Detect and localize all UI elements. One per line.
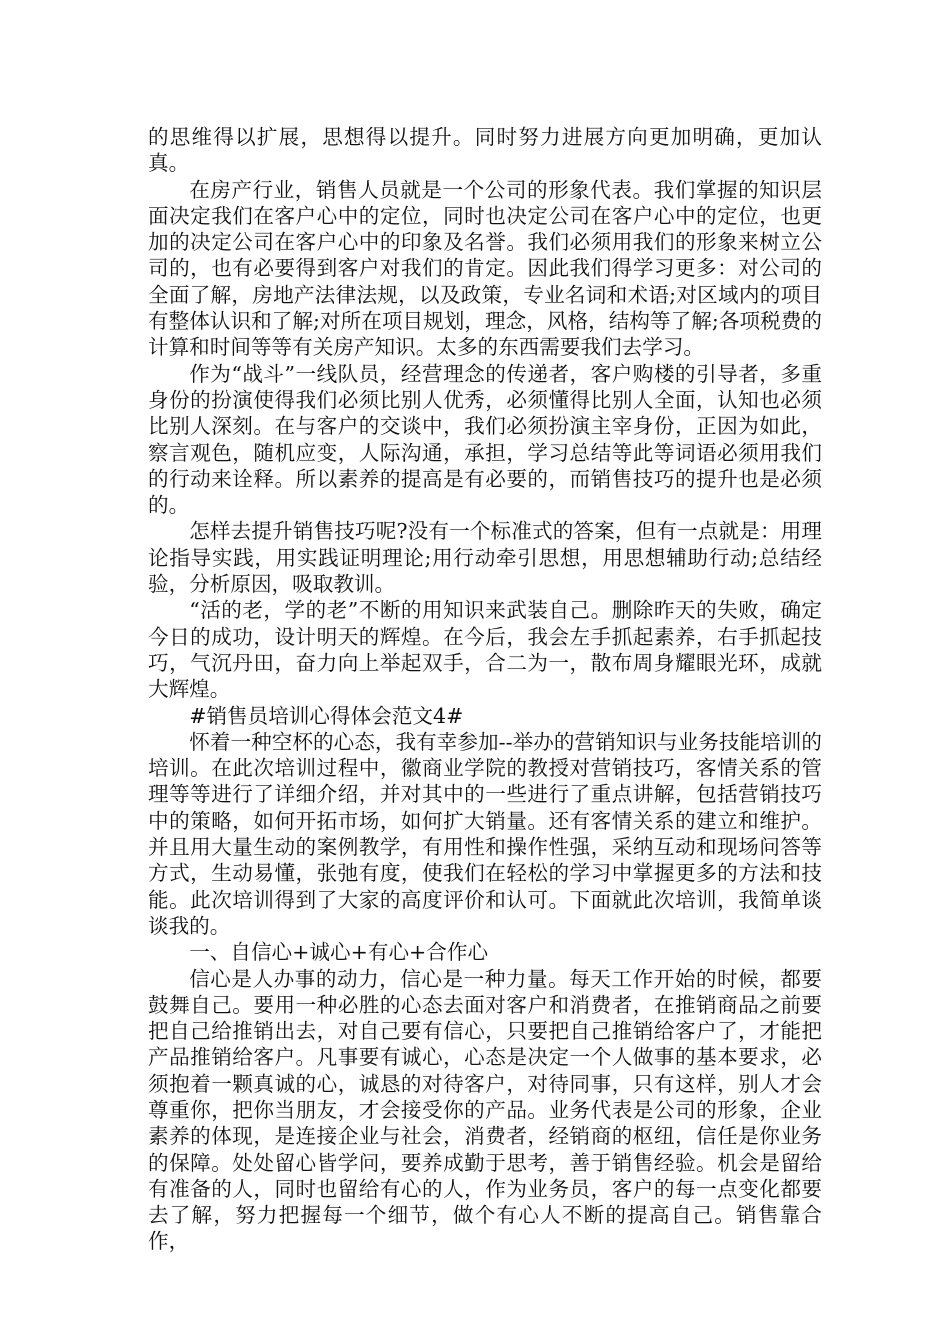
- paragraph-real-estate-image: 在房产行业，销售人员就是一个公司的形象代表。我们掌握的知识层面决定我们在客户心中的定位，同时也决定公司在客户心中的定位，也更加的决定公司在客户心中的印象及名誉。我们必须用我们的形象来树立公司的，也有必要得到客户对我们的肯定。因此我们得学习更多：对公司的全面了解，房地产法律法规，以及政策，专业名词和术语;对区域内的项目有整体认识和了解;对所在项目规划，理念，风格，结构等了解;各项税费的计算和时间等等有关房产知识。太多的东西需要我们去学习。: [148, 177, 822, 360]
- subheading-confidence: 一、自信心+诚心+有心+合作心: [189, 940, 489, 965]
- paragraph-continuation: 的思维得以扩展，思想得以提升。同时努力进展方向更加明确，更加认真。: [148, 125, 822, 176]
- paragraph-sales-skills: 怎样去提升销售技巧呢?没有一个标准式的答案，但有一点就是：用理论指导实践，用实践证明理论;用行动牵引思想，用思想辅助行动;总结经验，分析原因，吸取教训。: [148, 519, 822, 597]
- paragraph-lifelong-learning: “活的老，学的老”不断的用知识来武装自己。删除昨天的失败，确定今日的成功，设计明天的辉煌。在今后，我会左手抓起素养，右手抓起技巧，气沉丹田，奋力向上举起双手，合二为一，散布周身耀眼光环，成就大辉煌。: [148, 598, 822, 702]
- paragraph-confidence: 信心是人办事的动力，信心是一种力量。每天工作开始的时候，都要鼓舞自己。要用一种必胜的心态去面对客户和消费者，在推销商品之前要把自己给推销出去，对自己要有信心，只要把自己推销给客户了，才能把产品推销给客户。凡事要有诚心，心态是决定一个人做事的基本要求，必须抱着一颗真诚的心，诚恳的对待客户，对待同事，只有这样，别人才会尊重你，把你当朋友，才会接受你的产品。业务代表是公司的形象，企业素养的体现，是连接企业与社会，消费者，经销商的枢纽，信任是你业务的保障。处处留心皆学问，要养成勤于思考，善于销售经验。机会是留给有准备的人，同时也留给有心的人，作为业务员，客户的每一点变化都要去了解，努力把握每一个细节，做个有心人不断的提高自己。销售靠合作，: [148, 966, 822, 1254]
- document-body: [148, 124, 822, 1255]
- paragraph-frontline-role: 作为“战斗”一线队员，经营理念的传递者，客户购楼的引导者，多重身份的扮演使得我们必须比别人优秀，必须懂得比别人全面，认知也必须比别人深刻。在与客户的交谈中，我们必须扮演主宰身份，正因为如此，察言观色，随机应变，人际沟通，承担，学习总结等此等词语必须用我们的行动来诠释。所以素养的提高是有必要的，而销售技巧的提升也是必须的。: [148, 361, 822, 518]
- section-heading-sample-4: #销售员培训心得体会范文4#: [189, 703, 464, 728]
- paragraph-training-intro: 怀着一种空杯的心态，我有幸参加--举办的营销知识与业务技能培训的培训。在此次培训过程中，徽商业学院的教授对营销技巧，客情关系的管理等等进行了详细介绍，并对其中的一些进行了重点讲解，包括营销技巧中的策略，如何开拓市场，如何扩大销量。还有客情关系的建立和维护。并且用大量生动的案例教学，有用性和操作性强，采纳互动和现场问答等方式，生动易懂，张弛有度，使我们在轻松的学习中掌握更多的方法和技能。此次培训得到了大家的高度评价和认可。下面就此次培训，我简单谈谈我的。: [148, 729, 822, 938]
